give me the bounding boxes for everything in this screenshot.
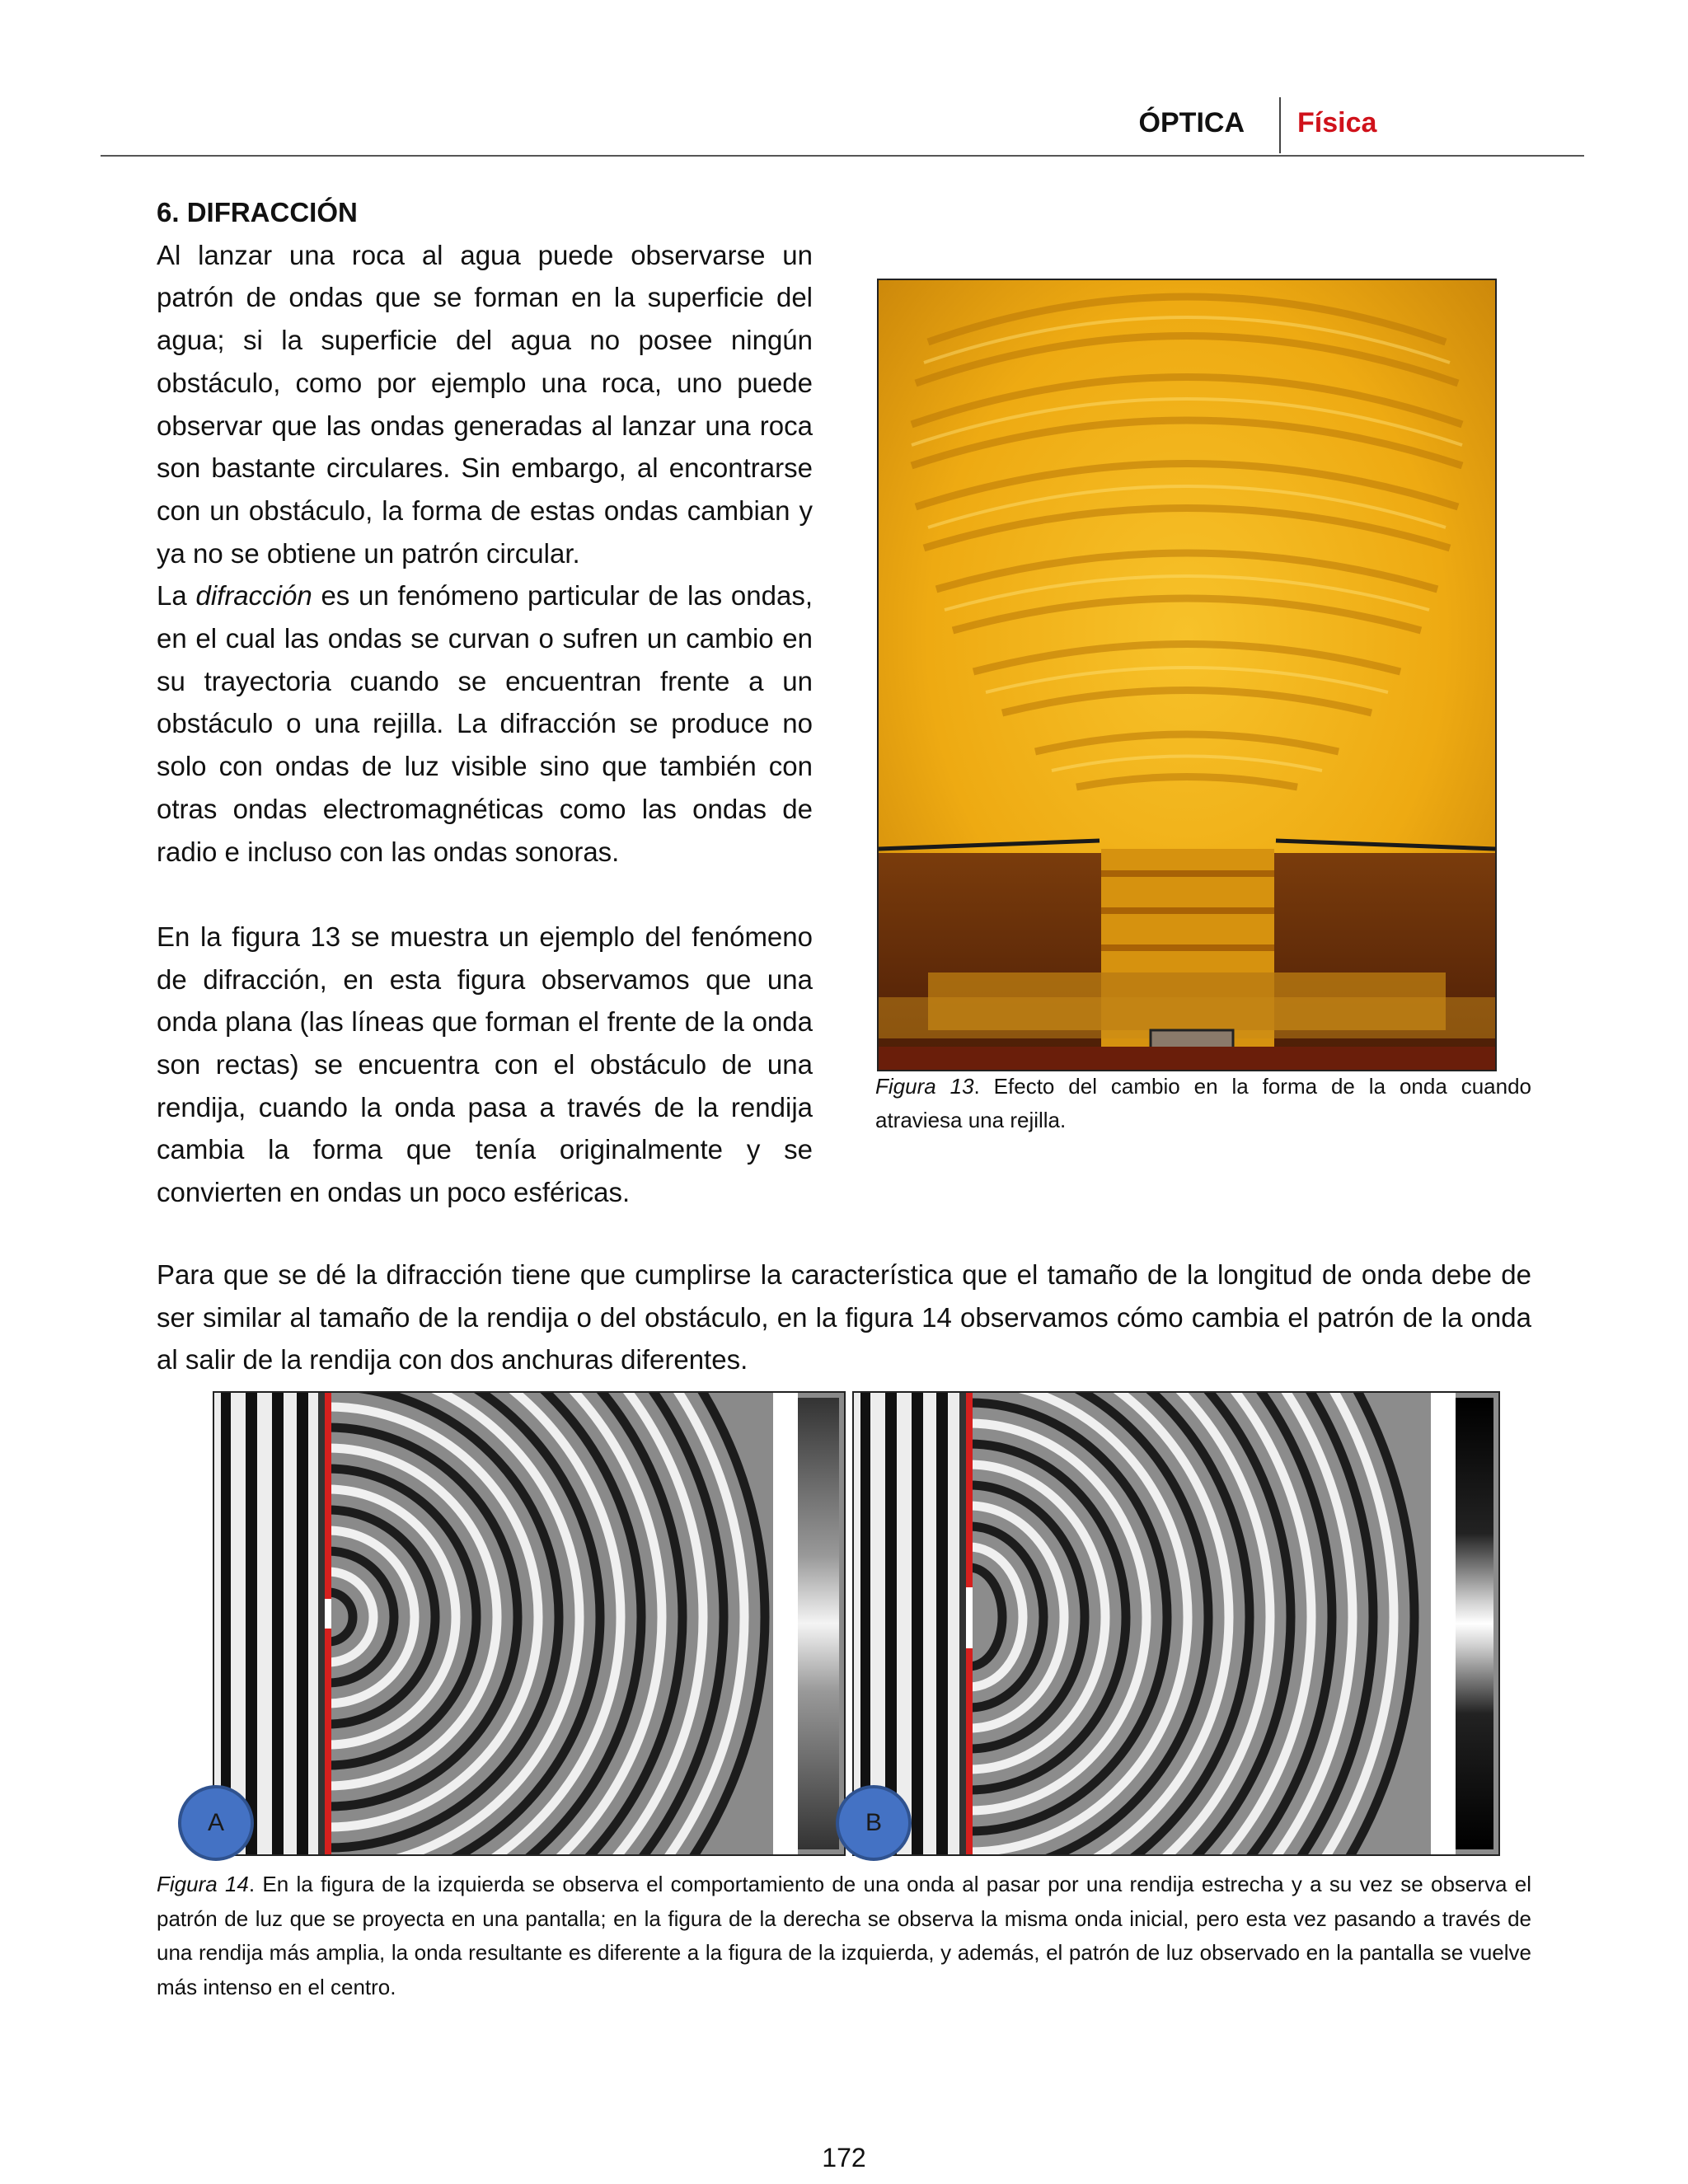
p2-text-start: La: [157, 580, 196, 612]
figure-14a-image: [213, 1391, 846, 1856]
page-header: [101, 97, 1584, 157]
paragraph-2: [157, 574, 813, 873]
header-chapter: ÓPTICA: [1138, 107, 1245, 138]
p2-text-end: es un fenómeno particular de las ondas, en el cual las ondas se curvan o sufren un cambio en su trayectoria cuando se encuentran frente a un obstáculo o una rejilla. La difracción se produce no solo con ondas de luz visible sino que también con otras ondas electromagnéticas como las ondas de radio e incluso con las ondas sonoras.: [157, 580, 813, 867]
narrow-slit-diffraction: [214, 1393, 844, 1854]
figure-14b-image: [852, 1391, 1500, 1856]
ripple-tank-photo: [879, 280, 1495, 1070]
paragraph-3: En la figura 13 se muestra un ejemplo del fenómeno de difracción, en esta figura observamos que una onda plana (las líneas que forman el frente de la onda son rectas) se encuentra con el obstáculo de una rendija, cuando la onda pasa a través de la rendija cambia la forma que tenía originalmente y se convierten en ondas un poco esféricas.: [157, 921, 813, 1208]
p2-italic-term: difracción: [195, 580, 312, 612]
header-subject: Física: [1297, 107, 1377, 138]
figure-13-caption-text: . Efecto del cambio en la forma de la onda cuando atraviesa una rejilla.: [875, 1074, 1531, 1132]
left-column-text: [157, 191, 813, 1214]
figure-14-label: Figura 14: [157, 1872, 249, 1896]
section-title: 6. DIFRACCIÓN: [157, 197, 358, 227]
header-divider: [1279, 97, 1281, 153]
figure-13-label: Figura 13: [875, 1074, 974, 1099]
figure-14b-badge: B: [836, 1785, 912, 1861]
wide-slit-diffraction: [854, 1393, 1498, 1854]
paragraph-4: Para que se dé la difracción tiene que cumplirse la característica que el tamaño de la longitud de onda debe de ser similar al tamaño de la rendija o del obstáculo, en la figura 14 observamos cómo cambia el patrón de la onda al salir de la rendija con dos anchuras diferentes.: [157, 1259, 1531, 1376]
figure-14-caption: [157, 1868, 1531, 2004]
paragraph-1: Al lanzar una roca al agua puede observarse un patrón de ondas que se forman en la superficie del agua; si la superficie del agua no posee ningún obstáculo, como por ejemplo una roca, uno puede observar que las ondas generadas al lanzar una roca son bastante circulares. Sin embargo, al encontrarse con un obstáculo, la forma de estas ondas cambian y ya no se obtiene un patrón circular.: [157, 239, 813, 569]
figure-13-caption: [875, 1070, 1531, 1137]
page-number: 172: [822, 2143, 866, 2172]
figure-14-caption-text: . En la figura de la izquierda se observa el comportamiento de una onda al pasar por una rendija estrecha y a su vez se observa el patrón de luz que se proyecta en una pantalla; en la figura de la derecha se observa la misma onda inicial, pero esta vez pasando a través de una rendija más amplia, la onda resultante es diferente a la figura de la izquierda, y además, el patrón de luz observado en la pantalla se vuelve más intenso en el centro.: [157, 1872, 1531, 1999]
figure-14a-badge: A: [178, 1785, 254, 1861]
figure-13-image: [877, 279, 1497, 1071]
